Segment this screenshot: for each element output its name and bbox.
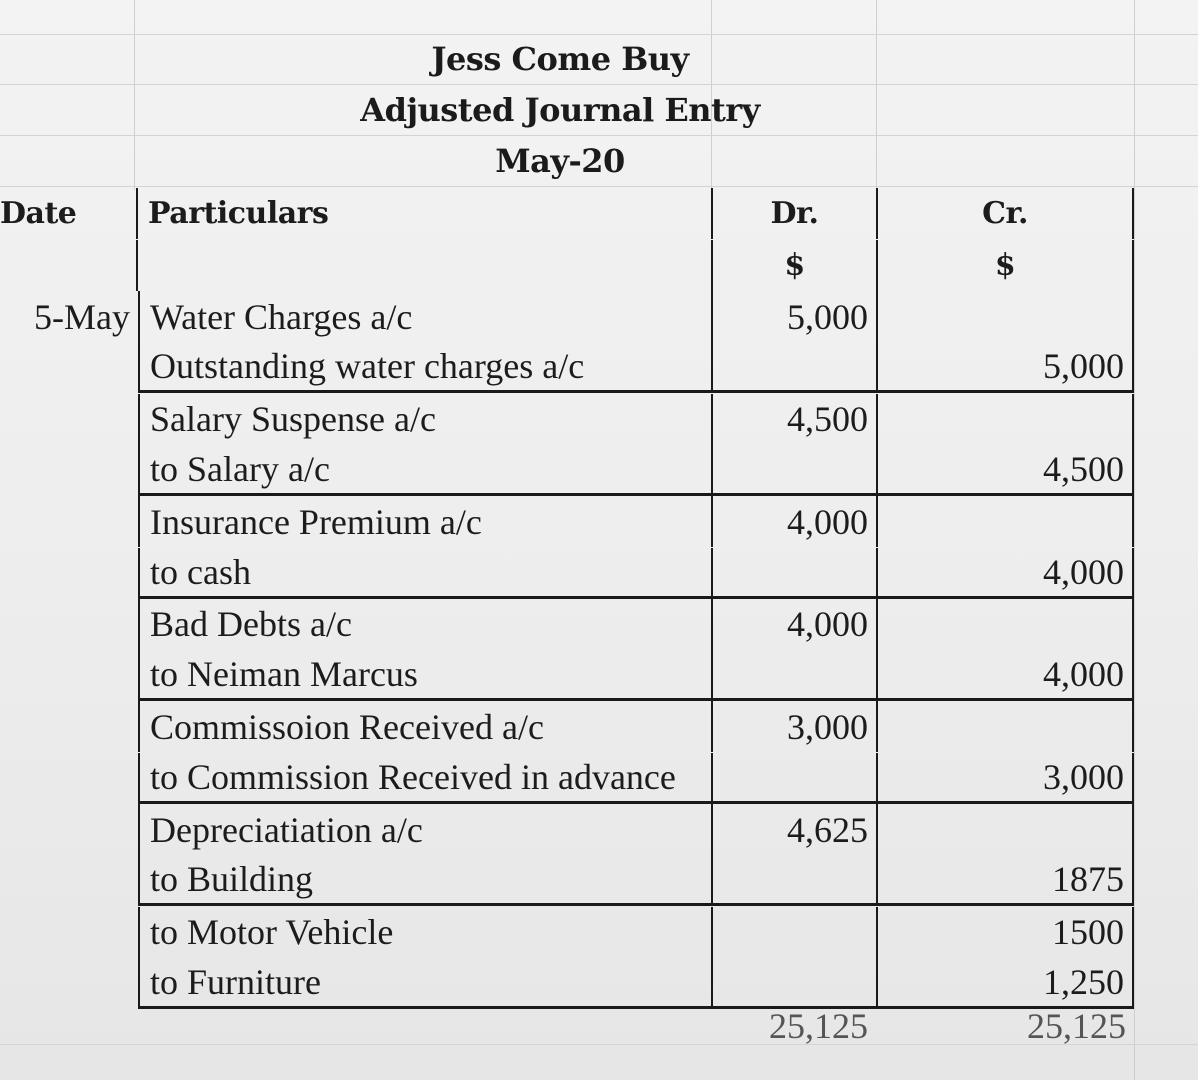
entry-credit <box>876 599 1134 650</box>
entry-debit: 5,000 <box>711 291 876 342</box>
entry-particulars: Outstanding water charges a/c <box>138 342 711 393</box>
grid-line <box>0 186 1198 187</box>
journal-row <box>0 394 1198 445</box>
entry-particulars: to Commission Received in advance <box>138 753 711 804</box>
journal-row <box>0 496 1198 547</box>
total-credit: 25,125 <box>1027 1005 1126 1046</box>
currency-row <box>0 240 1198 291</box>
journal-row <box>0 855 1198 906</box>
entry-debit <box>711 907 876 958</box>
statement-title: Adjusted Journal Entry <box>360 91 760 129</box>
entry-particulars: Commissoion Received a/c <box>138 701 711 752</box>
entry-particulars: to Neiman Marcus <box>138 650 711 701</box>
entry-date <box>0 855 134 906</box>
entry-particulars: to Salary a/c <box>138 445 711 496</box>
entry-particulars: to Building <box>138 855 711 906</box>
journal-row <box>0 701 1198 752</box>
entry-date <box>0 753 134 804</box>
journal-row <box>0 599 1198 650</box>
entry-credit <box>876 804 1134 855</box>
entry-credit <box>876 394 1134 445</box>
entry-particulars: Water Charges a/c <box>138 291 711 342</box>
entry-debit: 4,000 <box>711 496 876 547</box>
entry-particulars: to Motor Vehicle <box>138 907 711 958</box>
company-name: Jess Come Buy <box>431 40 689 78</box>
credit-currency: $ <box>876 240 1134 291</box>
entry-debit <box>711 342 876 393</box>
grid-line <box>0 84 1198 85</box>
grid-line <box>0 135 1198 136</box>
totals-row <box>0 1000 1198 1051</box>
entry-particulars: Insurance Premium a/c <box>138 496 711 547</box>
journal-row <box>0 650 1198 701</box>
journal-row <box>0 548 1198 599</box>
entry-credit: 1875 <box>876 855 1134 906</box>
credit-header: Cr. <box>876 188 1134 239</box>
journal-row <box>0 804 1198 855</box>
entry-credit <box>876 701 1134 752</box>
entry-credit: 4,500 <box>876 445 1134 496</box>
entry-date <box>0 342 134 393</box>
journal-row <box>0 445 1198 496</box>
entry-date <box>0 650 134 701</box>
entry-debit <box>711 548 876 599</box>
entry-credit: 3,000 <box>876 753 1134 804</box>
entry-date <box>0 599 134 650</box>
journal-row <box>0 907 1198 958</box>
entry-credit: 1500 <box>876 907 1134 958</box>
entry-debit: 3,000 <box>711 701 876 752</box>
entry-credit: 5,000 <box>876 342 1134 393</box>
journal-row <box>0 342 1198 393</box>
entry-date <box>0 701 134 752</box>
entry-particulars: Depreciatiation a/c <box>138 804 711 855</box>
entry-credit: 4,000 <box>876 548 1134 599</box>
grid-line <box>876 0 877 190</box>
grid-line <box>134 0 135 190</box>
entry-debit <box>711 650 876 701</box>
grid-line <box>0 34 1198 35</box>
entry-particulars: to Furniture <box>138 958 711 1009</box>
entry-particulars: to cash <box>138 548 711 599</box>
debit-header: Dr. <box>711 188 876 239</box>
entry-particulars: Bad Debts a/c <box>138 599 711 650</box>
entry-debit <box>711 753 876 804</box>
particulars-header: Particulars <box>136 188 709 239</box>
entry-date: 5-May <box>34 296 130 337</box>
entry-debit <box>711 855 876 906</box>
entry-date <box>0 394 134 445</box>
journal-row <box>0 753 1198 804</box>
entry-debit: 4,625 <box>711 804 876 855</box>
column-header-row <box>0 188 1198 239</box>
entry-date <box>0 548 134 599</box>
entry-debit <box>711 445 876 496</box>
entry-date <box>0 496 134 547</box>
currency-row-spacer <box>136 240 711 291</box>
entry-particulars: Salary Suspense a/c <box>138 394 711 445</box>
entry-date <box>0 445 134 496</box>
total-debit: 25,125 <box>769 1005 868 1046</box>
entry-date <box>0 907 134 958</box>
entry-credit: 4,000 <box>876 650 1134 701</box>
entry-debit: 4,000 <box>711 599 876 650</box>
date-header: Date <box>0 196 77 231</box>
period-label: May-20 <box>495 142 625 180</box>
entry-credit <box>876 291 1134 342</box>
journal-row <box>0 291 1198 342</box>
entry-debit: 4,500 <box>711 394 876 445</box>
entry-credit: 1,250 <box>876 958 1134 1009</box>
entry-credit <box>876 496 1134 547</box>
debit-currency: $ <box>711 240 876 291</box>
entry-date <box>0 804 134 855</box>
